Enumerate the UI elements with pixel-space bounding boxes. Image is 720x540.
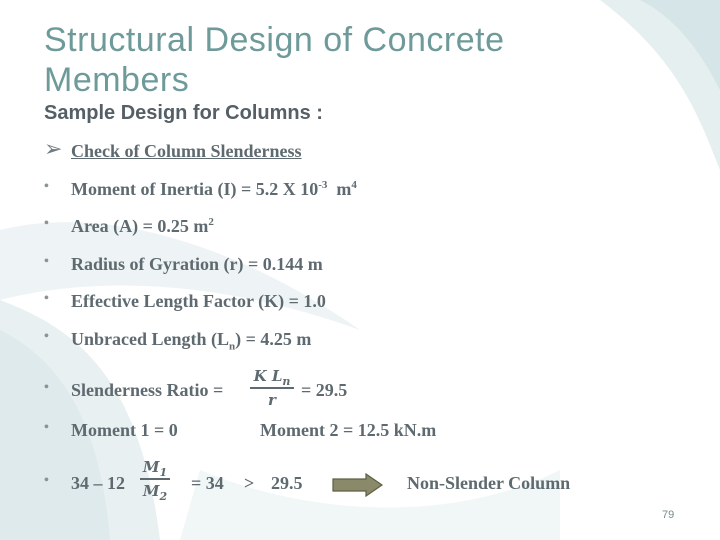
moi-unit: m (336, 179, 352, 199)
area-text: Area (A) = 0.25 m (71, 216, 209, 236)
k-factor-text: Effective Length Factor (K) = 1.0 (71, 291, 326, 311)
bullet-icon: • (44, 179, 49, 194)
ratio-denominator: M (142, 482, 160, 500)
check-lhs: 34 – 12 (71, 473, 125, 493)
page-number: 79 (662, 509, 675, 521)
check-greater-than: > (244, 473, 255, 493)
moment2-text: Moment 2 = 12.5 kN.m (260, 420, 437, 440)
moment1-text: Moment 1 = 0 (71, 420, 178, 440)
unbraced-text-a: Unbraced Length (L (71, 329, 230, 349)
unbraced-subscript: n (229, 340, 236, 353)
slide-title: Structural Design of Concrete Members (44, 21, 505, 99)
check-heading: Check of Column Slenderness (71, 141, 302, 161)
bullet-icon: • (44, 329, 49, 344)
moi-exponent: -3 (318, 179, 328, 191)
check-rhs: 29.5 (271, 473, 303, 493)
moment-ratio-fraction (140, 458, 170, 503)
ratio-numerator-sub: 1 (159, 466, 168, 479)
unbraced-text-b: ) = 4.25 m (235, 329, 312, 349)
check-equals: = 34 (191, 473, 224, 493)
slenderness-fraction (250, 367, 294, 409)
slenderness-numerator: K L (253, 367, 283, 385)
ratio-numerator: M (142, 458, 160, 476)
bullet-icon: • (44, 254, 49, 269)
bullet-icon: • (44, 473, 49, 488)
result-text: Non-Slender Column (407, 473, 571, 493)
slenderness-label: Slenderness Ratio = (71, 380, 224, 400)
bullet-icon: • (44, 216, 49, 231)
arrow-bullet-icon: ➢ (44, 137, 63, 162)
bullet-icon: • (44, 291, 49, 306)
bullet-icon: • (44, 420, 49, 435)
slide-subtitle: Sample Design for Columns : (44, 102, 323, 124)
moi-unit-exponent: 4 (351, 179, 357, 191)
ratio-denominator-sub: 2 (159, 490, 168, 503)
bullet-icon: • (44, 380, 49, 395)
slenderness-value: = 29.5 (301, 380, 348, 400)
slenderness-numerator-sub: n (282, 375, 291, 388)
slenderness-denominator: r (268, 391, 276, 409)
right-arrow-icon (332, 473, 384, 497)
area-exponent: 2 (208, 216, 214, 228)
moment-of-inertia-text: Moment of Inertia (I) = 5.2 X 10 (71, 179, 319, 199)
radius-text: Radius of Gyration (r) = 0.144 m (71, 254, 323, 274)
